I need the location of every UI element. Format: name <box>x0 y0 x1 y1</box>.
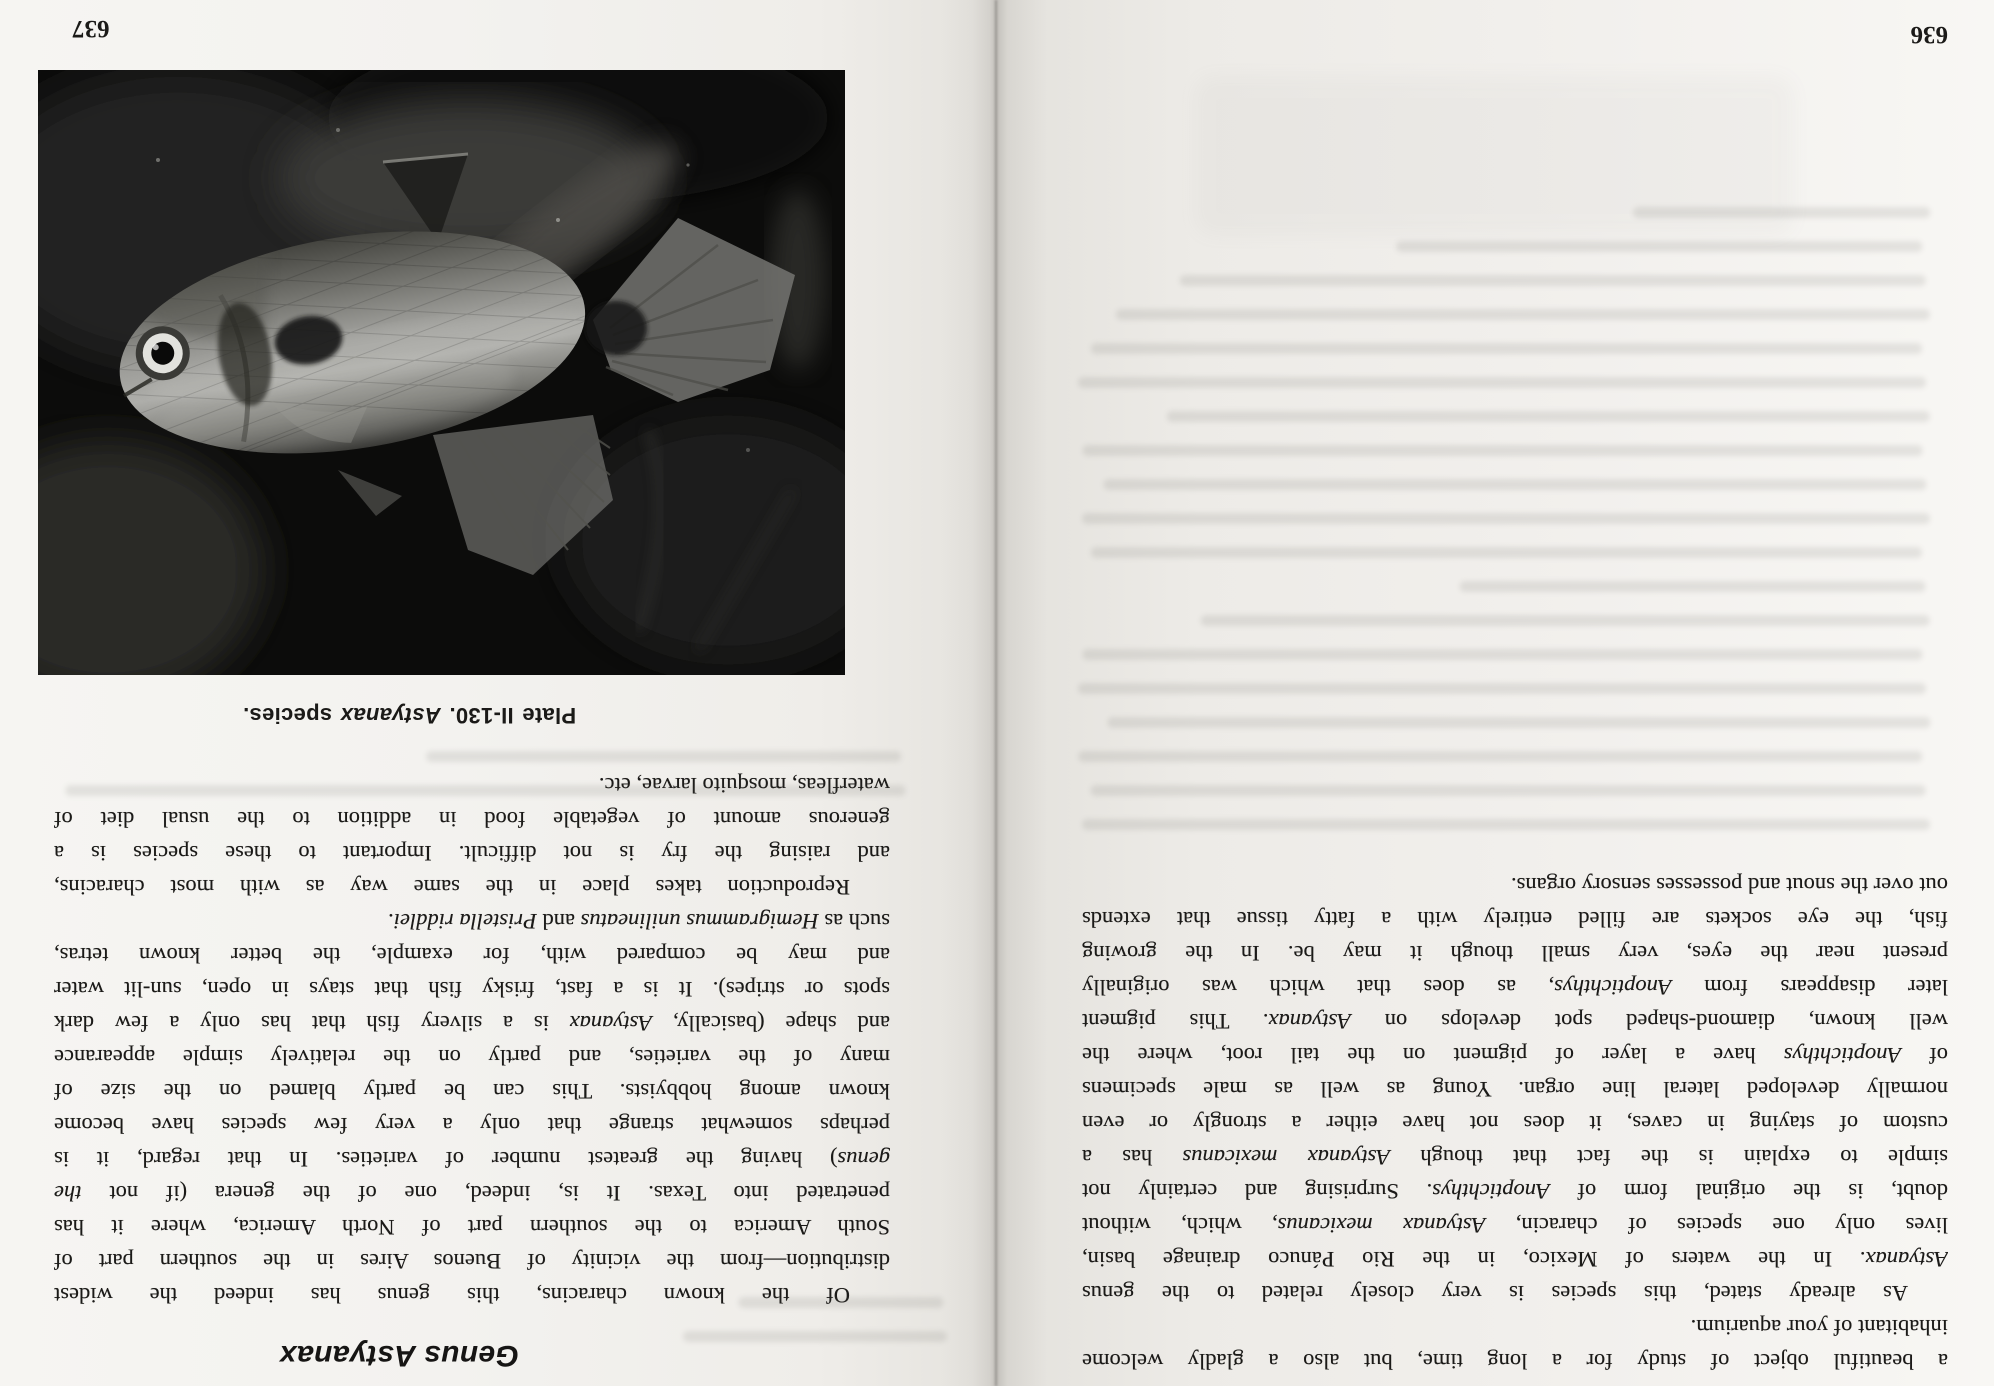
page-637-text-column <box>54 768 890 1312</box>
text-line: out over the snout and possesses sensory organs. <box>1510 873 1948 898</box>
showthrough-line <box>1091 547 1922 558</box>
section-heading-genus-astyanax: Genus Astyanax <box>279 1339 519 1372</box>
text-line: distribution—from the vicinity of Buenos Aires in the southern part of <box>54 1249 890 1274</box>
text-line: South America to the southern part of North America, where it has <box>54 1215 890 1240</box>
showthrough-line <box>1633 207 1930 218</box>
text-line: genus) having the greatest number of varieties. In that regard, it is <box>54 1147 890 1172</box>
showthrough-line <box>1460 581 1926 592</box>
fish-photo-illustration <box>38 70 845 675</box>
text-line: and may be compared with, for example, the better known tetras, <box>54 943 890 968</box>
text-line: simple to explain is the fact that though Astyanax mexicanus has a <box>1082 1145 1948 1170</box>
text-line: generous amount of vegetable food in addition to the usual diet of <box>54 807 890 832</box>
page-636 <box>997 0 1994 1386</box>
showthrough-line <box>1082 819 1930 830</box>
text-line: Of the known characins, this genus has indeed the widest <box>54 1283 850 1308</box>
text-line: a beautiful object of study for a long time, but also a gladly welcome <box>1082 1349 1948 1374</box>
text-line: many of the varieties, and partly on the relatively simple appearance <box>54 1045 890 1070</box>
showthrough-line <box>1091 785 1926 796</box>
text-line: perhaps somewhat strange that only a very few species have become <box>54 1113 890 1138</box>
text-line: spots or stripes). It is a fast, frisky fish that stays in open, sun-lit water <box>54 977 890 1002</box>
showthrough-line <box>1078 683 1926 694</box>
text-line: of Anoptichthys have a layer of pigment on the tail root, where the <box>1082 1043 1948 1068</box>
showthrough-line <box>426 751 901 762</box>
text-line: inhabitant of your aquarium. <box>1690 1315 1948 1340</box>
showthrough-line <box>1167 411 1930 422</box>
page-number-636: 636 <box>1910 21 1948 48</box>
text-line: waterfleas, mosquito larvae, etc. <box>598 773 890 798</box>
showthrough-line <box>1116 309 1930 320</box>
showthrough-line <box>683 1331 947 1342</box>
text-line: such as Hemigrammus unilineatus and Pristella riddlei. <box>388 909 890 934</box>
text-line: known among hobbyists. This can be partly blamed on the size of <box>54 1079 890 1104</box>
showthrough-line <box>1078 377 1926 388</box>
text-line: lives only one species of characin, Astyanax mexicanus, which, without <box>1082 1213 1948 1238</box>
showthrough-line <box>1082 513 1930 524</box>
text-line: fish, the eye sockets are filled entirely with a fatty tissue that extends <box>1082 907 1948 932</box>
showthrough-line <box>1082 445 1922 456</box>
text-line: penetrated into Texas. It is, indeed, one of the genera (if not the <box>54 1181 890 1206</box>
text-line: Reproduction takes place in the same way as with most characins, <box>54 875 850 900</box>
page-636-text-column <box>1082 868 1948 1378</box>
text-line: custom of staying in caves, it does not have either a strongly or even <box>1082 1111 1948 1136</box>
text-line: and raising the fry is not difficult. Important to these species is a <box>54 841 890 866</box>
showthrough-line <box>1201 615 1930 626</box>
text-line: later disappears from Anoptichthys, as does that which was originally <box>1082 975 1948 1000</box>
showthrough-line <box>1180 275 1926 286</box>
showthrough-line <box>1078 751 1922 762</box>
showthrough-line <box>1396 241 1922 252</box>
text-line: doubt, is the original form of Anoptichthys. Surprising and certainly not <box>1082 1179 1948 1204</box>
page-636-showthrough-text <box>1082 184 1930 830</box>
showthrough-line <box>1103 479 1926 490</box>
showthrough-line <box>1107 717 1930 728</box>
plate-caption: Plate II-130. Astyanax species. <box>242 703 577 728</box>
showthrough-line <box>1082 649 1922 660</box>
text-line: Astyanax. In the waters of Mexico, in the Rio Pánuco drainage basin, <box>1082 1247 1948 1272</box>
text-line: and shape (basically, Astyanax is a silvery fish that has only a few dark <box>54 1011 890 1036</box>
text-line: present near the eyes, very small though it may be. In the growing <box>1082 941 1948 966</box>
page-number-637: 637 <box>72 15 110 42</box>
text-line: normally developed lateral line organ. Young as well as male specimens <box>1082 1077 1948 1102</box>
plate-photo-astyanax-fish <box>38 70 845 675</box>
showthrough-line <box>1091 343 1922 354</box>
text-line: well known, diamond-shaped spot develops on Astyanax. This pigment <box>1082 1009 1948 1034</box>
text-line: As already stated, this species is very closely related to the genus <box>1082 1281 1908 1306</box>
page-636-showthrough-image <box>1194 76 1794 236</box>
